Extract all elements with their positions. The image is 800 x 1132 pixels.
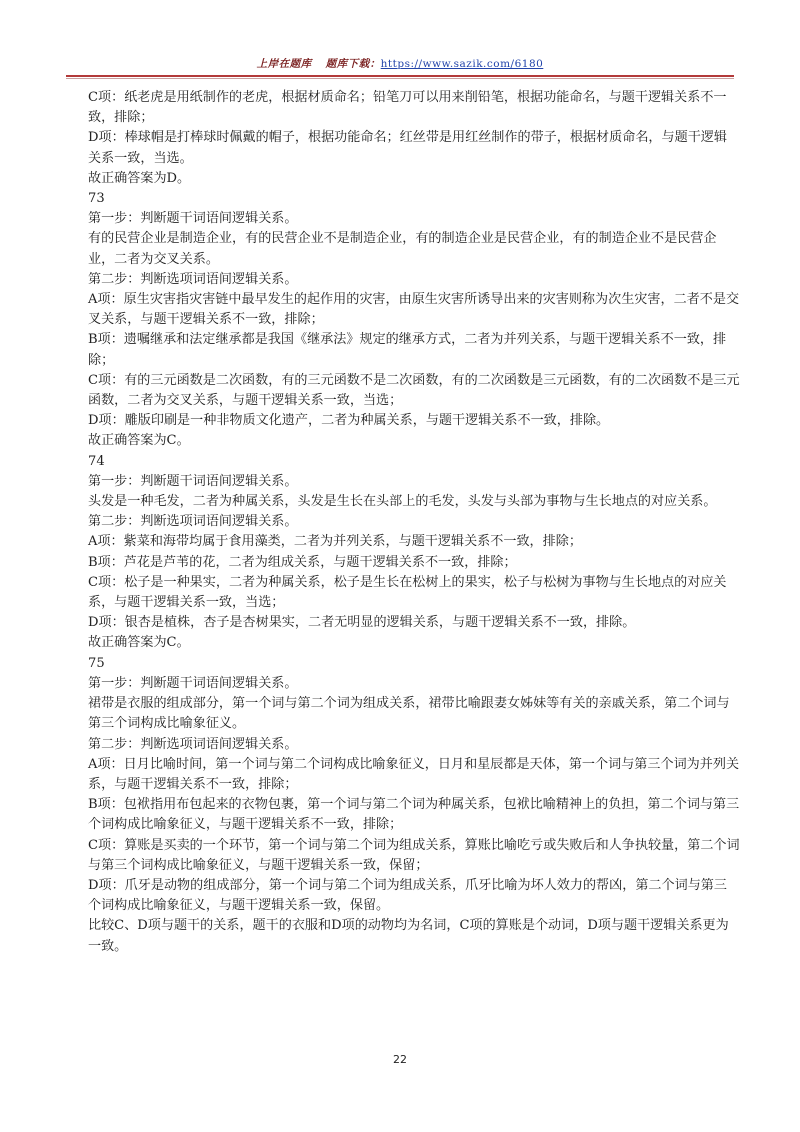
paragraph: D项：银杏是植株，杏子是杏树果实，二者无明显的逻辑关系，与题干逻辑关系不一致，排除。	[88, 615, 636, 631]
paragraph: 故正确答案为C。	[88, 635, 190, 651]
header-url-link[interactable]: https://www.sazik.com/6180	[380, 58, 544, 70]
paragraph: 故正确答案为D。	[88, 170, 191, 186]
paragraph: 第一步：判断题干词语间逻辑关系。	[88, 211, 298, 227]
paragraph: A项：原生灾害指灾害链中最早发生的起作用的灾害，由原生灾害所诱导出来的灾害则称为次生灾害，二者不是交叉关系，与题干逻辑关系不一致，排除；	[88, 292, 740, 328]
page-header	[0, 56, 800, 71]
paragraph: 第二步：判断选项词语间逻辑关系。	[88, 736, 298, 752]
paragraph: C项：有的三元函数是二次函数，有的三元函数不是二次函数，有的二次函数是三元函数，有的二次函数不是三元函数，二者为交叉关系，与题干逻辑关系一致，当选；	[88, 372, 740, 409]
header-label: 题库下载：	[325, 58, 381, 70]
question-number: 74	[88, 453, 105, 469]
paragraph: C项：算账是买卖的一个环节，第一个词与第二个词为组成关系，算账比喻吃亏或失败后和人争执较量，第二个词与第三个词构成比喻象征义，与题干逻辑关系一致，保留；	[88, 837, 740, 873]
paragraph: 第二步：判断选项词语间逻辑关系。	[88, 271, 298, 287]
paragraph: 第二步：判断选项词语间逻辑关系。	[88, 514, 298, 530]
question-number: 73	[88, 191, 105, 207]
paragraph: 第一步：判断题干词语间逻辑关系。	[88, 473, 298, 489]
paragraph: C项：纸老虎是用纸制作的老虎，根据材质命名；铅笔刀可以用来削铅笔，根据功能命名，与题干逻辑关系不一致，排除；	[88, 90, 727, 126]
paragraph: D项：雕版印刷是一种非物质文化遗产，二者为种属关系，与题干逻辑关系不一致，排除。	[88, 413, 610, 429]
paragraph: 裙带是衣服的组成部分，第一个词与第二个词为组成关系，裙带比喻跟妻女姊妹等有关的亲戚关系，第二个词与第三个词构成比喻象征义。	[88, 696, 730, 732]
header-brand: 上岸在题库	[256, 58, 312, 70]
header-rule-thin	[66, 78, 734, 79]
header-rule	[66, 75, 734, 77]
paragraph: 故正确答案为C。	[88, 433, 190, 449]
paragraph: 头发是一种毛发，二者为种属关系，头发是生长在头部上的毛发，头发与头部为事物与生长地点的对应关系。	[88, 494, 717, 510]
paragraph: B项：包袱指用布包起来的衣物包裹，第一个词与第二个词为种属关系，包袱比喻精神上的负担，第二个词与第三个词构成比喻象征义，与题干逻辑关系不一致，排除；	[88, 797, 740, 833]
paragraph: A项：紫菜和海带均属于食用藻类，二者为并列关系，与题干逻辑关系不一致，排除；	[88, 534, 582, 550]
page-number: 22	[393, 1053, 407, 1066]
paragraph: 第一步：判断题干词语间逻辑关系。	[88, 675, 298, 691]
paragraph: 比较C、D项与题干的关系，题干的衣服和D项的动物均为名词，C项的算账是个动词，D项与题干逻辑关系更为一致。	[88, 918, 729, 954]
paragraph: A项：日月比喻时间，第一个词与第二个词构成比喻象征义，日月和星辰都是天体，第一个词与第三个词为并列关系，与题干逻辑关系不一致，排除；	[88, 756, 740, 792]
document-body	[88, 88, 740, 957]
paragraph: D项：爪牙是动物的组成部分，第一个词与第二个词为组成关系，爪牙比喻为坏人效力的帮凶，第二个词与第三个词构成比喻象征义，与题干逻辑关系一致，保留。	[88, 877, 727, 914]
paragraph: C项：松子是一种果实，二者为种属关系，松子是生长在松树上的果实，松子与松树为事物与生长地点的对应关系，与题干逻辑关系一致，当选；	[88, 574, 727, 611]
paragraph: B项：遗嘱继承和法定继承都是我国《继承法》规定的继承方式，二者为并列关系，与题干逻辑关系不一致，排除；	[88, 332, 727, 368]
paragraph: 有的民营企业是制造企业，有的民营企业不是制造企业，有的制造企业是民营企业，有的制造企业不是民营企业，二者为交叉关系。	[88, 231, 717, 267]
question-number: 75	[88, 655, 105, 671]
paragraph: D项：棒球帽是打棒球时佩戴的帽子，根据功能命名；红丝带是用红丝制作的带子，根据材质命名，与题干逻辑关系一致，当选。	[88, 130, 727, 166]
paragraph: B项：芦花是芦苇的花，二者为组成关系，与题干逻辑关系不一致，排除；	[88, 554, 517, 570]
